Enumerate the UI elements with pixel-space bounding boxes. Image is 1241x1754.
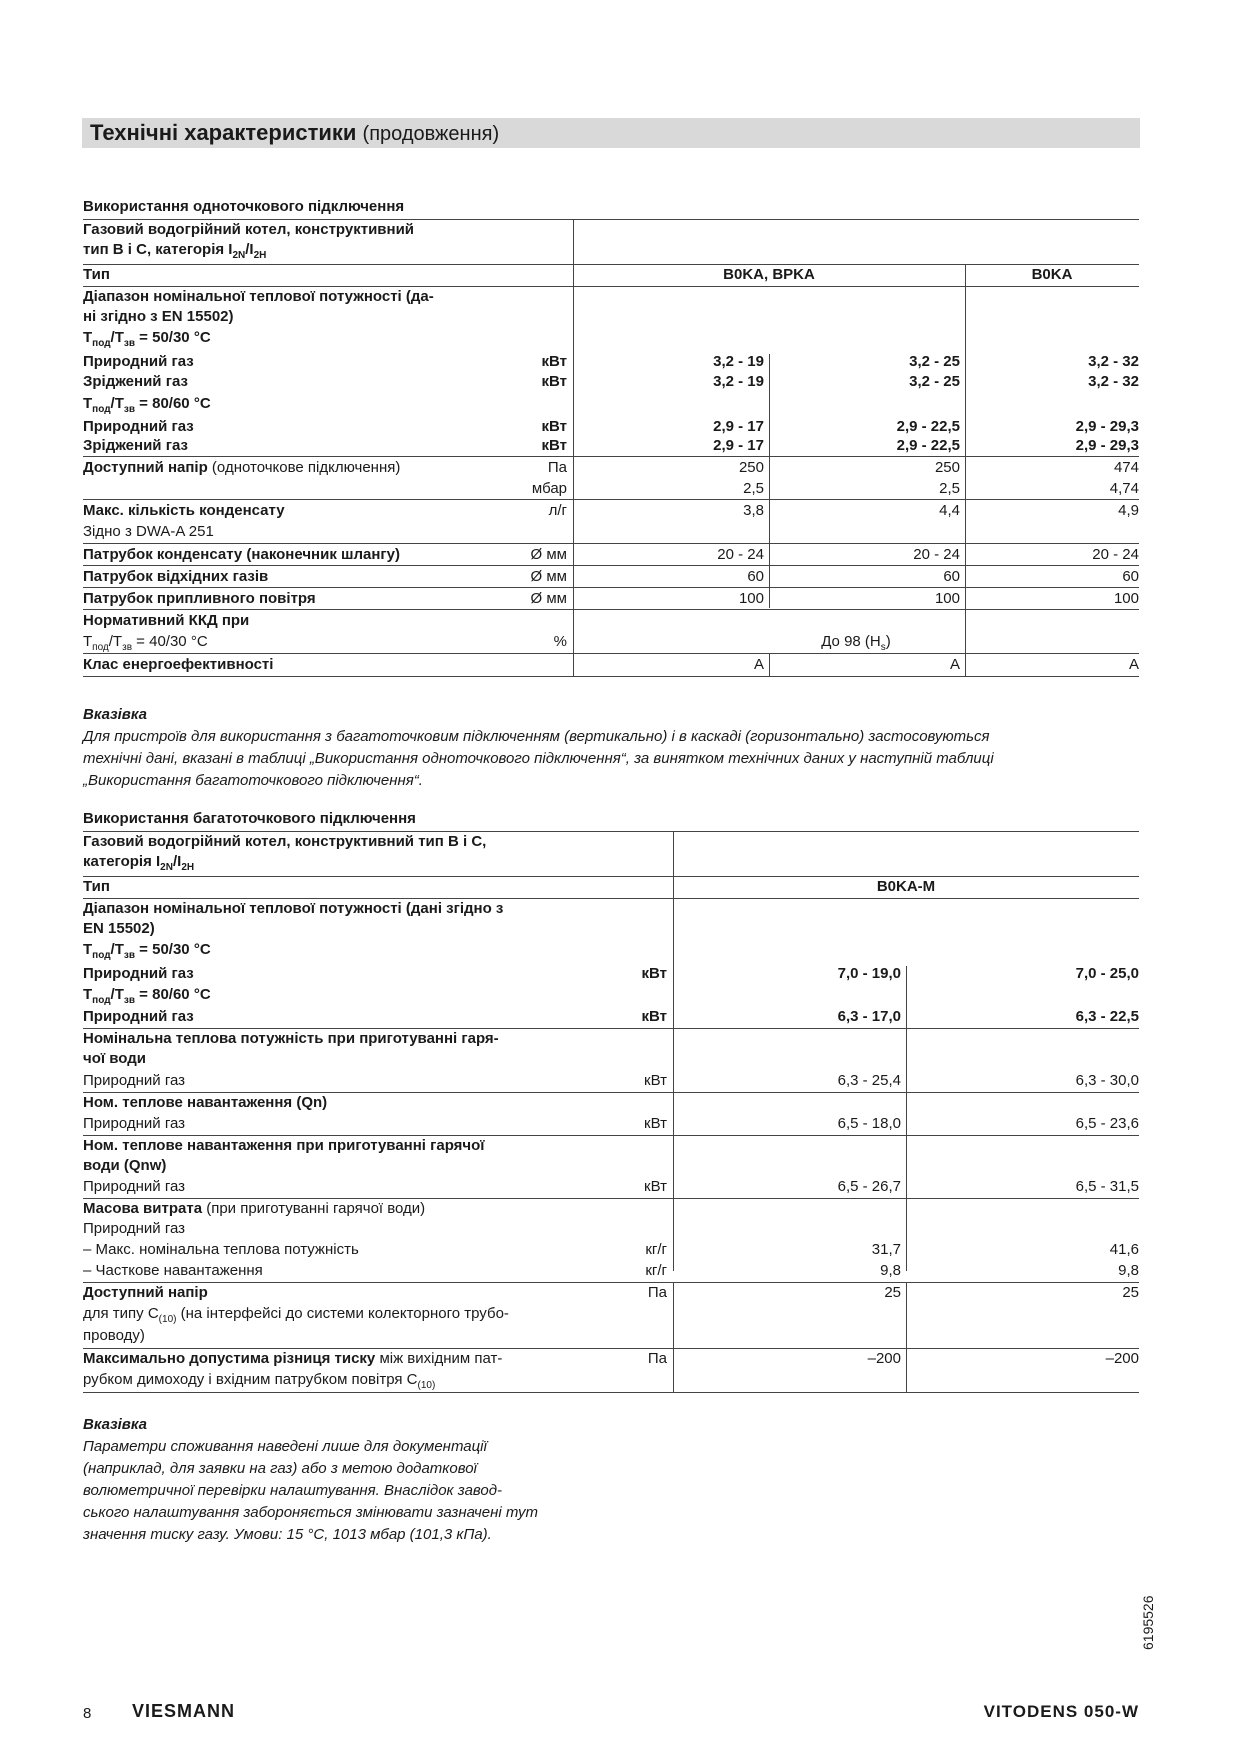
dp-label: Максимально допустима різниця тиску між вихідним пат- xyxy=(83,1350,503,1367)
dhw-label-2: чої води xyxy=(83,1050,146,1067)
value: 4,74 xyxy=(1109,480,1139,497)
unit: кВт xyxy=(541,418,567,435)
unit: кВт xyxy=(641,1008,667,1025)
table1-caption: Використання одноточкового підключення xyxy=(83,198,405,215)
value: 100 xyxy=(934,590,960,607)
unit: кВт xyxy=(541,437,567,454)
boiler-category: категорія $I_{2N}/I_{2H}$ xyxy=(83,853,195,873)
value: 20 - 24 xyxy=(1092,546,1139,563)
temp-5030: $T_{под}/T_{зв} = 50/30$ °C xyxy=(83,329,211,349)
value: A xyxy=(753,656,764,673)
col-type: B0KA-M xyxy=(876,878,936,895)
value: 60 xyxy=(1122,568,1139,585)
qnw-label-2: води (Qnw) xyxy=(83,1157,167,1174)
document-number: 6195526 xyxy=(1140,1595,1156,1650)
col-type-1: B0KA, BPKA xyxy=(723,266,815,283)
unit: кВт xyxy=(541,373,567,390)
value: 7,0 - 19,0 xyxy=(837,965,901,982)
qnw-label: Ном. теплове навантаження при приготуванні гарячої xyxy=(83,1137,485,1154)
note2-heading: Вказівка xyxy=(83,1416,147,1433)
value: 3,2 - 25 xyxy=(909,373,960,390)
value: 2,9 - 22,5 xyxy=(896,437,960,454)
value: 20 - 24 xyxy=(913,546,960,563)
value: 2,9 - 29,3 xyxy=(1075,437,1139,454)
value: 6,5 - 26,7 xyxy=(837,1178,901,1195)
note2-text: Параметри споживання наведені лише для документації (наприклад, для заявки на газ) або з метою додаткової волюметричної перевірки налаштування. Внаслідок завод- ського налаштування забороняється змінювати зазначені тут значення тиску газу. Умови: 15 °C, 1013 мбар (101,3 кПа). xyxy=(83,1438,539,1543)
unit: л/г xyxy=(548,502,567,519)
value: 6,5 - 23,6 xyxy=(1075,1115,1139,1132)
pressure-type-2: проводу) xyxy=(83,1327,145,1344)
table2-caption: Використання багатоточкового підключення xyxy=(83,810,416,827)
value: 41,6 xyxy=(1109,1241,1139,1258)
value: 2,9 - 29,3 xyxy=(1075,418,1139,435)
temp-8060: $T_{под}/T_{зв} = 80/60$ °C xyxy=(83,395,211,415)
value: –200 xyxy=(1105,1350,1139,1367)
unit: Ø мм xyxy=(530,590,567,607)
ng-label: Природний газ xyxy=(83,965,194,982)
unit: Ø мм xyxy=(530,546,567,563)
dp-label-2: рубком димоходу і вхідним патрубком повітря $C_{(10)}$ xyxy=(83,1371,436,1391)
viessmann-logo: VIESMANN xyxy=(132,1701,236,1721)
max-label: – Макс. номінальна теплова потужність xyxy=(83,1241,359,1258)
value: 3,2 - 25 xyxy=(909,353,960,370)
value: 6,3 - 17,0 xyxy=(837,1008,901,1025)
product-name: VITODENS 050-W xyxy=(983,1702,1139,1721)
value: 7,0 - 25,0 xyxy=(1075,965,1139,982)
value: 3,8 xyxy=(743,502,764,519)
value: 3,2 - 32 xyxy=(1088,353,1139,370)
page-number: 8 xyxy=(83,1705,92,1722)
unit: кг/г xyxy=(645,1262,667,1279)
value: 31,7 xyxy=(871,1241,901,1258)
value: 100 xyxy=(1113,590,1139,607)
type-label: Тип xyxy=(83,266,110,283)
efficiency-label: Нормативний ККД при xyxy=(83,612,250,629)
value: 250 xyxy=(934,459,960,476)
value: 3,2 - 19 xyxy=(713,373,764,390)
boiler-header: Газовий водогрійний котел, конструктивний xyxy=(83,221,415,238)
ng-label: Природний газ xyxy=(83,418,194,435)
pressure-label: Доступний напір (одноточкове підключення) xyxy=(83,459,401,476)
value: 25 xyxy=(884,1284,901,1301)
value: 4,9 xyxy=(1118,502,1139,519)
value: 3,2 - 32 xyxy=(1088,373,1139,390)
pressure-label: Доступний напір xyxy=(83,1284,208,1301)
section-title: Технічні характеристики (продовження) xyxy=(90,120,500,145)
unit: Ø мм xyxy=(530,568,567,585)
range-label: Діапазон номінальної теплової потужності (дані згідно з xyxy=(83,900,504,917)
pressure-type: для типу $C_{(10)}$ (на інтерфейсі до системи колекторного трубо- xyxy=(83,1305,509,1325)
value: 3,2 - 19 xyxy=(713,353,764,370)
value: 2,5 xyxy=(939,480,960,497)
note1-text: Для пристроїв для використання з багатоточковим підключенням (вертикально) і в каскаді (горизонтально) застосовуються технічні дані, вказані в таблиці „Використання одноточкового підключення“, за винятком технічних даних у наступній таблиці „Використання багатоточкового підключення“. xyxy=(83,728,994,789)
value: A xyxy=(1128,656,1139,673)
value: 6,3 - 30,0 xyxy=(1075,1072,1139,1089)
efficiency-value: До 98 $(H_s)$ xyxy=(821,633,891,653)
unit: кВт xyxy=(644,1115,667,1132)
range-label: Діапазон номінальної теплової потужності (да- xyxy=(83,288,434,305)
unit: Па xyxy=(647,1284,667,1301)
value: 6,5 - 31,5 xyxy=(1075,1178,1139,1195)
col-type-2: B0KA xyxy=(1031,266,1073,283)
value: 9,8 xyxy=(880,1262,901,1279)
value: 2,5 xyxy=(743,480,764,497)
unit: кВт xyxy=(641,965,667,982)
unit: кВт xyxy=(541,353,567,370)
value: 2,9 - 17 xyxy=(713,418,764,435)
unit: Па xyxy=(547,459,567,476)
unit: кВт xyxy=(644,1178,667,1195)
ng-label: Природний газ xyxy=(83,353,194,370)
range-label-2: ні згідно з EN 15502) xyxy=(83,308,234,325)
range-label-2: EN 15502) xyxy=(83,920,155,937)
value: 9,8 xyxy=(1118,1262,1139,1279)
unit: мбар xyxy=(531,480,567,497)
boiler-category: тип B і C, категорія $I_{2N}/I_{2H}$ xyxy=(83,241,267,261)
value: 4,4 xyxy=(939,502,960,519)
condensate-label: Макс. кількість конденсату xyxy=(83,502,285,519)
section-subtitle: (продовження) xyxy=(362,123,500,145)
value: 100 xyxy=(738,590,764,607)
temp-8060: $T_{под}/T_{зв} = 80/60$ °C xyxy=(83,986,211,1006)
air-pipe-label: Патрубок припливного повітря xyxy=(83,590,316,607)
value: 60 xyxy=(747,568,764,585)
unit: кг/г xyxy=(645,1241,667,1258)
value: 474 xyxy=(1113,459,1139,476)
value: 6,5 - 18,0 xyxy=(837,1115,901,1132)
note1-heading: Вказівка xyxy=(83,706,147,723)
value: 6,3 - 22,5 xyxy=(1075,1008,1139,1025)
flue-pipe-label: Патрубок відхідних газів xyxy=(83,568,269,585)
ng-label: Природний газ xyxy=(83,1115,186,1132)
value: 60 xyxy=(943,568,960,585)
ng-label: Природний газ xyxy=(83,1072,186,1089)
section-header xyxy=(82,118,1140,148)
value: –200 xyxy=(867,1350,901,1367)
ng-label: Природний газ xyxy=(83,1220,186,1237)
dwa-note: Зідно з DWA-A 251 xyxy=(83,523,214,540)
value: 2,9 - 22,5 xyxy=(896,418,960,435)
value: 6,3 - 25,4 xyxy=(837,1072,901,1089)
value: 250 xyxy=(738,459,764,476)
unit: % xyxy=(553,633,567,650)
ng-label: Природний газ xyxy=(83,1008,194,1025)
value: 2,9 - 17 xyxy=(713,437,764,454)
value: A xyxy=(949,656,960,673)
lg-label: Зріджений газ xyxy=(83,437,188,454)
energy-class-label: Клас енергоефективності xyxy=(83,656,274,673)
boiler-header: Газовий водогрійний котел, конструктивний тип B і C, xyxy=(83,833,487,850)
lg-label: Зріджений газ xyxy=(83,373,188,390)
dhw-label: Номінальна теплова потужність при приготуванні гаря- xyxy=(83,1030,499,1047)
condensate-pipe-label: Патрубок конденсату (наконечник шлангу) xyxy=(83,546,401,563)
mass-flow-label: Масова витрата (при приготуванні гарячої води) xyxy=(83,1200,426,1217)
qn-label: Ном. теплове навантаження (Qn) xyxy=(83,1094,328,1111)
part-label: – Часткове навантаження xyxy=(83,1262,263,1279)
unit: Па xyxy=(647,1350,667,1367)
type-label: Тип xyxy=(83,878,110,895)
efficiency-temp: $T_{под}/T_{зв} = 40/30$ °C xyxy=(83,633,208,653)
value: 20 - 24 xyxy=(717,546,764,563)
unit: кВт xyxy=(644,1072,667,1089)
value: 25 xyxy=(1122,1284,1139,1301)
temp-5030: $T_{под}/T_{зв} = 50/30$ °C xyxy=(83,941,211,961)
ng-label: Природний газ xyxy=(83,1178,186,1195)
